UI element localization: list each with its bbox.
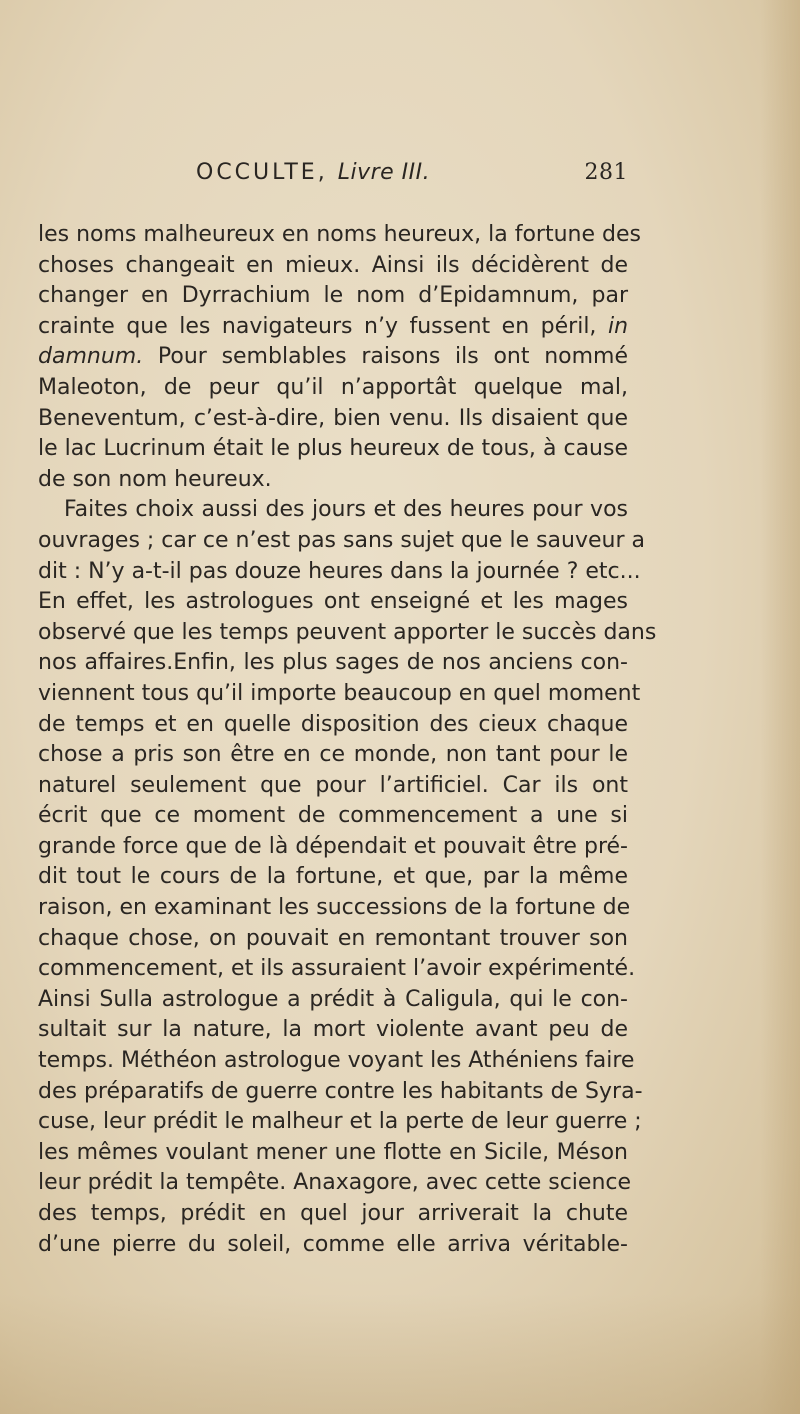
text-line: [38, 342, 628, 373]
text-line: Ainsi Sulla astrologue a prédit à Caligula, qui le con-: [38, 986, 628, 1012]
text-line-part: Pour semblables raisons ils ont nommé: [143, 344, 628, 370]
text-line: d’une pierre du soleil, comme elle arriva véritable-: [38, 1231, 628, 1257]
text-line: Faites choix aussi des jours et des heures pour vos: [64, 497, 628, 523]
running-title-text: OCCULTE,: [196, 160, 328, 185]
text-line: dit : N’y a-t-il pas douze heures dans la journée ? etc...: [38, 558, 641, 584]
text-line: raison, en examinant les successions de la fortune de: [38, 895, 631, 921]
page-bottom-shadow: [0, 1294, 800, 1414]
running-title: [196, 160, 430, 185]
text-line: cuse, leur prédit le malheur et la perte de leur guerre ;: [38, 1109, 642, 1135]
text-line: de temps et en quelle disposition des cieux chaque: [38, 711, 628, 737]
text-line: temps. Méthéon astrologue voyant les Athéniens faire: [38, 1048, 635, 1074]
text-line: chaque chose, on pouvait en remontant trouver son: [38, 925, 628, 951]
running-title-book: Livre III.: [337, 160, 431, 185]
italic-word: in: [607, 313, 629, 339]
text-line: grande force que de là dépendait et pouvait être pré-: [38, 833, 628, 859]
text-line: Maleoton, de peur qu’il n’apportât quelque mal,: [38, 374, 628, 400]
text-line: des préparatifs de guerre contre les habitants de Syra-: [38, 1078, 643, 1104]
page-number: 281: [584, 160, 628, 185]
text-line: En effet, les astrologues ont enseigné et les mages: [38, 589, 628, 615]
text-line: changer en Dyrrachium le nom d’Epidamnum, par: [38, 283, 628, 309]
text-line: dit tout le cours de la fortune, et que, par la même: [38, 864, 628, 890]
running-head: [196, 160, 628, 200]
text-line: [38, 312, 628, 343]
text-line: des temps, prédit en quel jour arriverait la chute: [38, 1201, 628, 1226]
text-line: sultait sur la nature, la mort violente avant peu de: [38, 1017, 628, 1043]
text-line-part: crainte que les navigateurs n’y fussent en péril,: [38, 313, 597, 339]
text-line: observé que les temps peuvent apporter le succès dans: [38, 619, 657, 645]
text-line: commencement, et ils assuraient l’avoir expérimenté.: [38, 956, 636, 982]
text-line: naturel seulement que pour l’artificiel. Car ils ont: [38, 772, 628, 798]
text-line: chose a pris son être en ce monde, non tant pour le: [38, 742, 628, 768]
body-text: [38, 220, 657, 1260]
italic-word: damnum.: [38, 344, 144, 370]
text-line: Beneventum, c’est-à-dire, bien venu. Ils disaient que: [38, 405, 628, 431]
text-line: choses changeait en mieux. Ainsi ils décidèrent de: [38, 252, 628, 278]
text-line: les mêmes voulant mener une flotte en Sicile, Méson: [38, 1139, 628, 1165]
text-line: le lac Lucrinum était le plus heureux de tous, à cause: [38, 436, 628, 462]
text-line: les noms malheureux en noms heureux, la fortune des: [38, 222, 641, 247]
text-line: nos affaires.Enfin, les plus sages de nos anciens con-: [38, 650, 628, 676]
text-line: leur prédit la tempête. Anaxagore, avec cette science: [38, 1170, 632, 1196]
text-line: ouvrages ; car ce n’est pas sans sujet que le sauveur a: [38, 527, 645, 553]
page-edge-shadow: [760, 0, 800, 1414]
text-line: de son nom heureux.: [38, 466, 272, 492]
text-line: écrit que ce moment de commencement a une si: [38, 803, 628, 829]
text-line: viennent tous qu’il importe beaucoup en quel moment: [38, 680, 641, 706]
